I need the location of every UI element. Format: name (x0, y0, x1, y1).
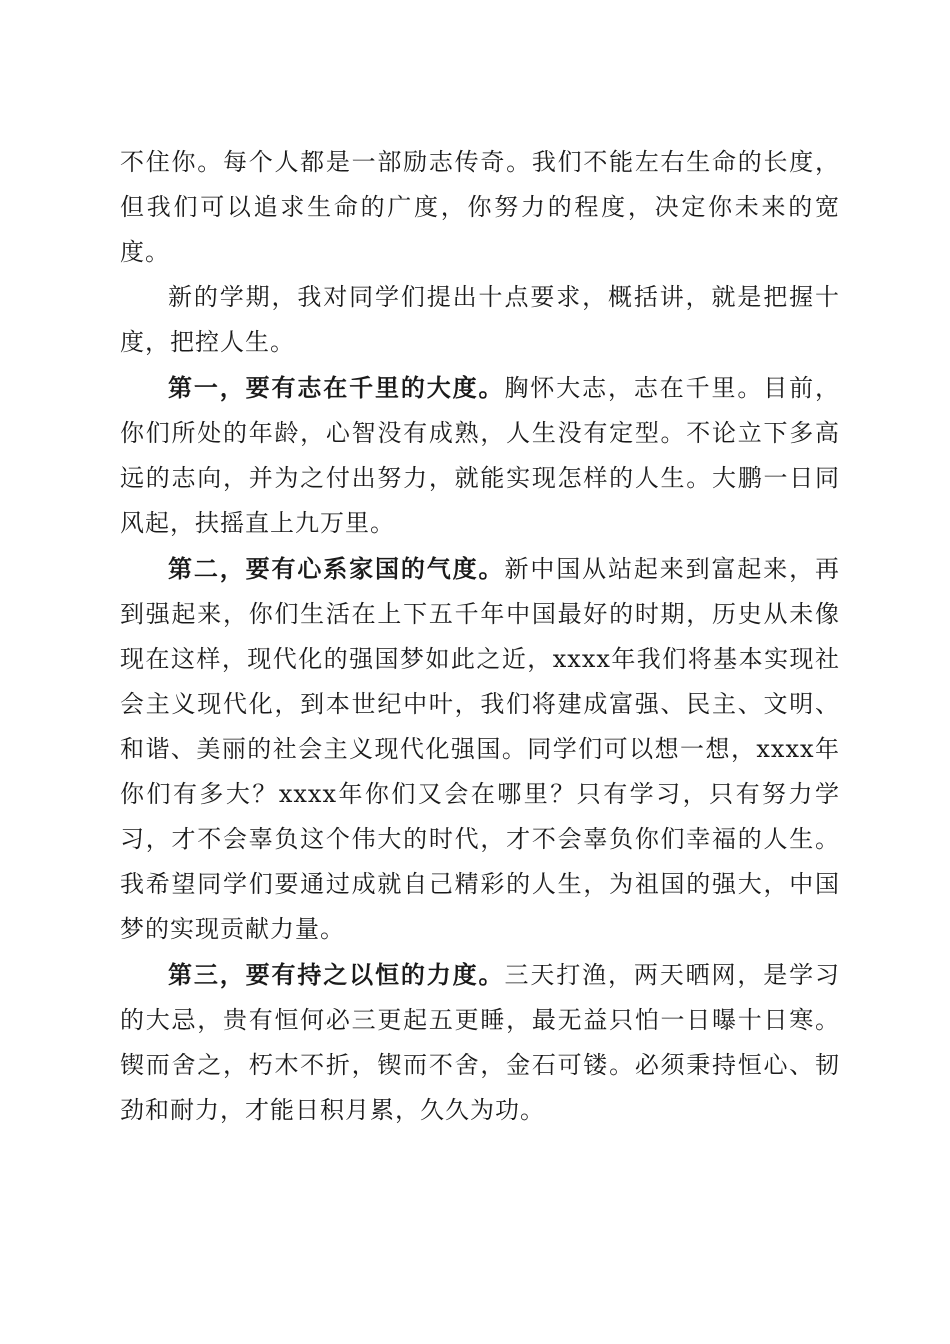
paragraph-text: 不住你。每个人都是一部励志传奇。我们不能左右生命的长度，但我们可以追求生命的广度，你努力的程度，决定你未来的宽度。 (120, 148, 840, 266)
paragraph-point-3 (120, 952, 840, 1133)
paragraph-heading: 第二，要有心系家国的气度。 (168, 554, 505, 583)
paragraph-text: 胸怀大志，志在千里。目前，你们所处的年龄，心智没有成熟，人生没有定型。不论立下多高远的志向，并为之付出努力，就能实现怎样的人生。大鹏一日同风起，扶摇直上九万里。 (120, 374, 841, 537)
paragraph-continued (120, 140, 840, 275)
paragraph-point-2 (120, 546, 840, 952)
paragraph-text: 新中国从站起来到富起来，再到强起来，你们生活在上下五千年中国最好的时期，历史从未像现在这样，现代化的强国梦如此之近，xxxx年我们将基本实现社会主义现代化，到本世纪中叶，我们将建成富强、民主、文明、和谐、美丽的社会主义现代化强国。同学们可以想一想，xxxx年你们有多大？xxxx年你们又会在哪里？只有学习，只有努力学习，才不会辜负这个伟大的时代，才不会辜负你们幸福的人生。我希望同学们要通过成就自己精彩的人生，为祖国的强大，中国梦的实现贡献力量。 (120, 555, 841, 943)
paragraph-text: 三天打渔，两天晒网，是学习的大忌，贵有恒何必三更起五更睡，最无益只怕一日曝十日寒。锲而舍之，朽木不折，锲而不舍，金石可镂。必须秉持恒心、韧劲和耐力，才能日积月累，久久为功。 (120, 961, 841, 1124)
paragraph-point-1 (120, 365, 840, 546)
paragraph-heading: 第一，要有志在千里的大度。 (168, 373, 505, 402)
document-page (120, 140, 840, 1133)
paragraph-intro (120, 275, 840, 365)
paragraph-heading: 第三，要有持之以恒的力度。 (168, 960, 505, 989)
paragraph-text: 新的学期，我对同学们提出十点要求，概括讲，就是把握十度，把控人生。 (120, 283, 840, 356)
